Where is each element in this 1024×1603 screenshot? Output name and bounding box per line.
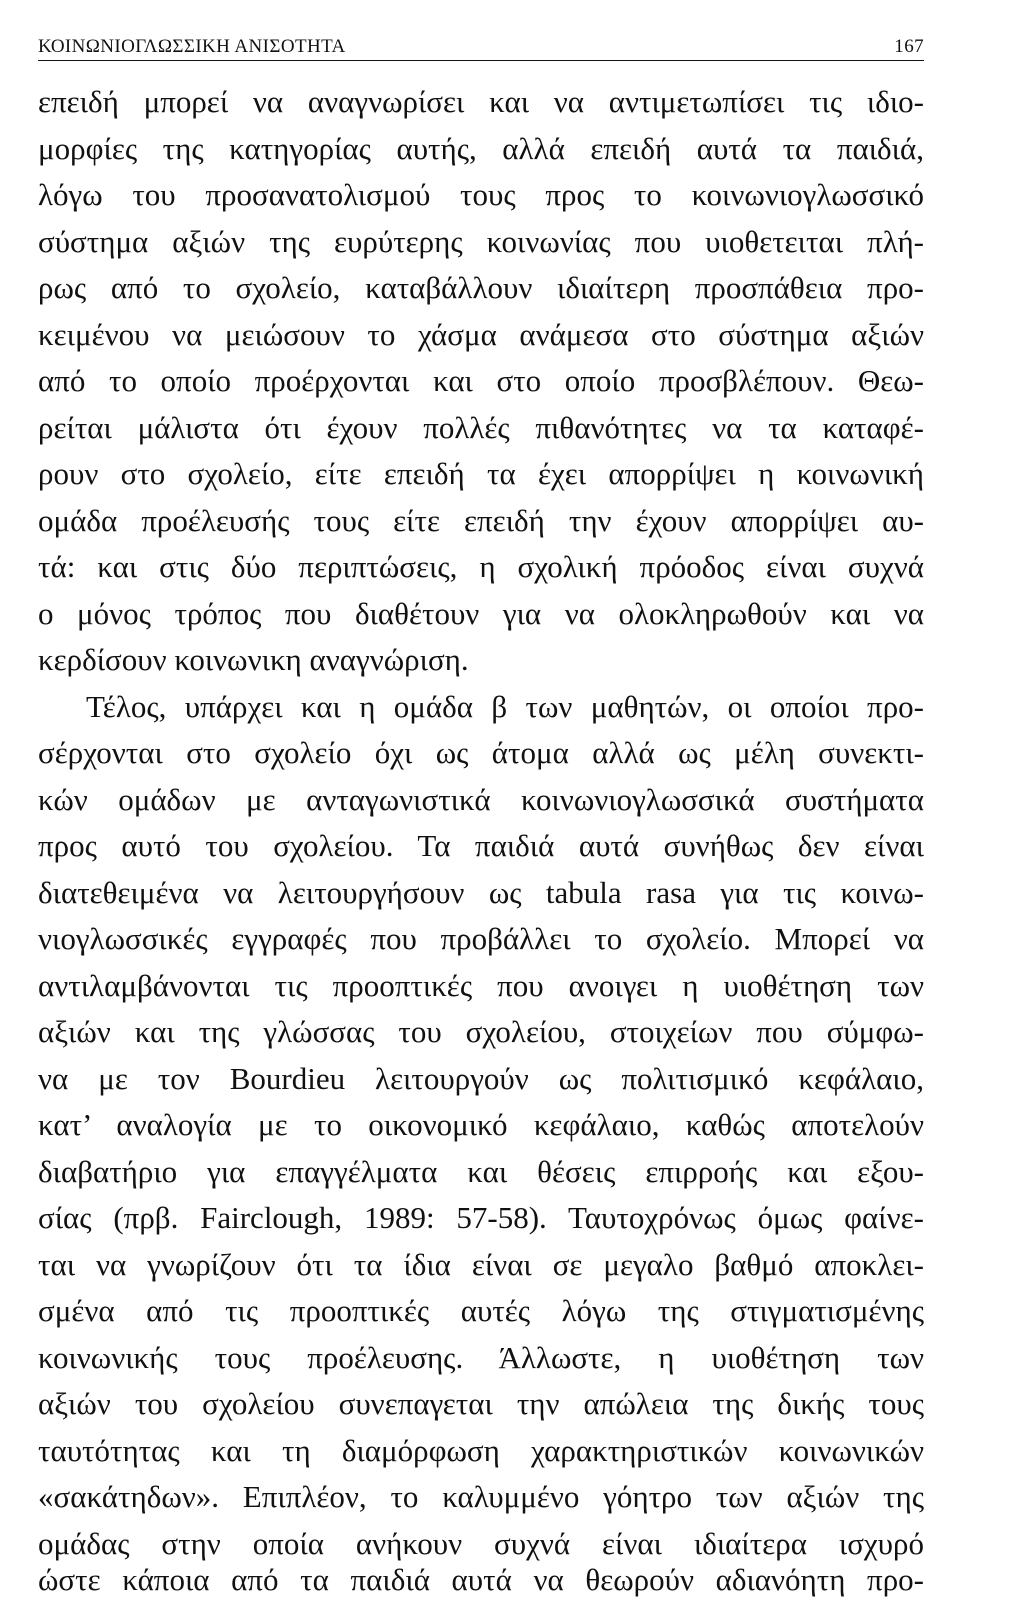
text-line: διατεθειμένα να λειτουργήσουν ως tabula rasa για τις κοινω- — [38, 875, 924, 910]
text-line: ται να γνωρίζουν ότι τα ίδια είναι σε μεγαλο βαθμό αποκλει- — [38, 1247, 924, 1282]
text-line: σμένα από τις προοπτικές αυτές λόγω της στιγματισμένης — [38, 1293, 924, 1328]
text-line: ο μόνος τρόπος που διαθέτουν για να ολοκληρωθούν και να — [38, 596, 924, 631]
text-line: διαβατήριο για επαγγέλματα και θέσεις επιρροής και εξου- — [38, 1154, 924, 1189]
text-line: ομάδας στην οποία ανήκουν συχνά είναι ιδιαίτερα ισχυρό — [38, 1526, 924, 1561]
text-line: ρουν στο σχολείο, είτε επειδή τα έχει απορρίψει η κοινωνική — [38, 456, 924, 491]
text-line: Τέλος, υπάρχει και η ομάδα β των μαθητών, οι οποίοι προ- — [86, 689, 924, 724]
text-line: κερδίσουν κοινωνικη αναγνώριση. — [38, 642, 469, 677]
text-line: ταυτότητας και τη διαμόρφωση χαρακτηριστικών κοινωνικών — [38, 1433, 924, 1468]
text-line: ώστε κάποια από τα παιδιά αυτά να θεωρούν αδιανόητη προ- — [38, 1562, 924, 1597]
text-line: ομάδα προέλευσής τους είτε επειδή την έχουν απορρίψει αυ- — [38, 503, 924, 538]
text-line: «σακάτηδων». Επιπλέον, το καλυμμένο γόητρο των αξιών της — [38, 1479, 924, 1514]
text-line: τά: και στις δύο περιπτώσεις, η σχολική πρόοδος είναι συχνά — [38, 549, 924, 584]
text-line: σύστημα αξιών της ευρύτερης κοινωνίας που υιοθετειται πλή- — [38, 224, 924, 259]
text-line: επειδή μπορεί να αναγνωρίσει και να αντιμετωπίσει τις ιδιο- — [38, 84, 924, 119]
text-line: αξιών και της γλώσσας του σχολείου, στοιχείων που σύμφω- — [38, 1014, 924, 1049]
text-line: ρείται μάλιστα ότι έχουν πολλές πιθανότητες να τα καταφέ- — [38, 410, 924, 445]
running-header — [38, 34, 924, 61]
text-line: προς αυτό του σχολείου. Τα παιδιά αυτά συνήθως δεν είναι — [38, 828, 924, 863]
text-line: να με τον Bourdieu λειτουργούν ως πολιτισμικό κεφάλαιο, — [38, 1061, 924, 1096]
text-line: λόγω του προσανατολισμού τους προς το κοινωνιογλωσσικό — [38, 177, 924, 212]
running-title: ΚΟΙΝΩΝΙΟΓΛΩΣΣΙΚΗ ΑΝΙΣΟΤΗΤΑ — [38, 36, 346, 57]
text-line: από το οποίο προέρχονται και στο οποίο προσβλέπουν. Θεω- — [38, 363, 924, 398]
text-line: κοινωνικής τους προέλευσης. Άλλωστε, η υιοθέτηση των — [38, 1340, 924, 1375]
text-line: κειμένου να μειώσουν το χάσμα ανάμεσα στο σύστημα αξιών — [38, 317, 924, 352]
text-line: σέρχονται στο σχολείο όχι ως άτομα αλλά ως μέλη συνεκτι- — [38, 735, 924, 770]
page-number: 167 — [894, 36, 924, 57]
text-line: κών ομάδων με ανταγωνιστικά κοινωνιογλωσσικά συστήματα — [38, 782, 924, 817]
text-line: νιογλωσσικές εγγραφές που προβάλλει το σχολείο. Μπορεί να — [38, 921, 924, 956]
text-line: μορφίες της κατηγορίας αυτής, αλλά επειδή αυτά τα παιδιά, — [38, 131, 924, 166]
text-line: σίας (πρβ. Fairclough, 1989: 57-58). Ταυτοχρόνως όμως φαίνε- — [38, 1200, 924, 1235]
text-line: αντιλαμβάνονται τις προοπτικές που ανοιγει η υιοθέτηση των — [38, 968, 924, 1003]
text-line: κατ’ αναλογία με το οικονομικό κεφάλαιο, καθώς αποτελούν — [38, 1107, 924, 1142]
text-line: αξιών του σχολείου συνεπαγεται την απώλεια της δικής τους — [38, 1386, 924, 1421]
text-line: ρως από το σχολείο, καταβάλλουν ιδιαίτερη προσπάθεια προ- — [38, 270, 924, 305]
